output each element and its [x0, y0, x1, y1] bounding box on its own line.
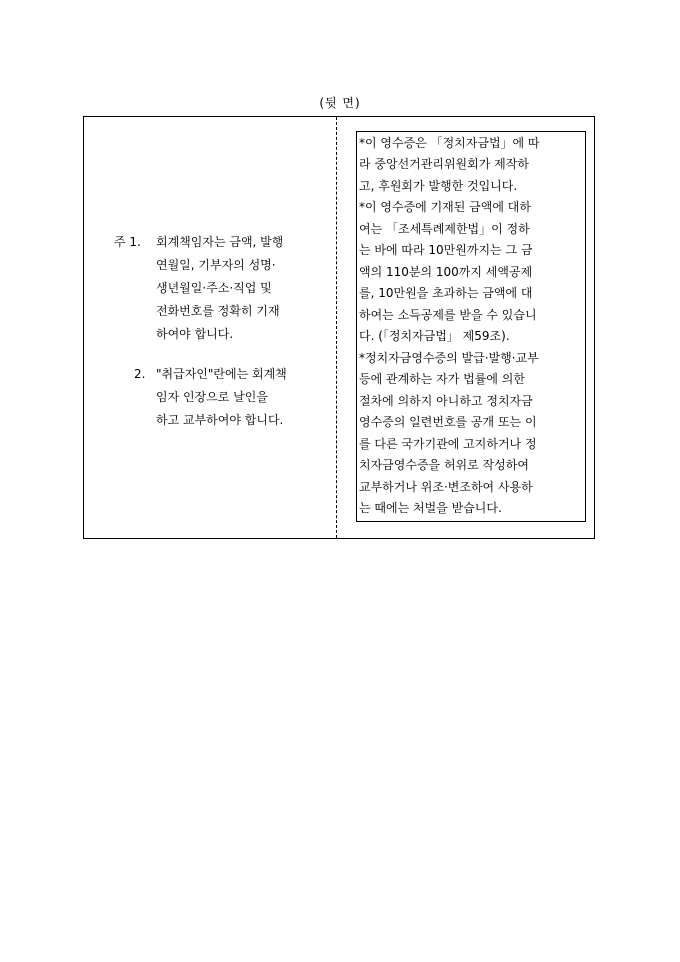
note-2-line: 임자 인장으로 날인을 [156, 390, 268, 404]
receipt-back-frame [83, 116, 595, 539]
note-1-number: 주 1. [114, 235, 141, 249]
notice-line: *이 영수증에 기재된 금액에 대하 [359, 200, 531, 214]
note-2-number: 2. [134, 367, 146, 381]
notice-line: *정치자금영수증의 발급·발행·교부 [359, 351, 539, 365]
notice-line: *이 영수증은 「정치자금법」에 따 [359, 136, 540, 150]
legal-notice-box [356, 131, 586, 522]
notice-line: 여는 「조세특례제한법」이 정하 [359, 222, 530, 236]
notice-line: 액의 110분의 100까지 세액공제 [359, 265, 533, 279]
note-1-line: 생년월일·주소·직업 및 [156, 281, 272, 295]
notice-line: 를, 10만원을 초과하는 금액에 대 [359, 286, 533, 300]
note-2-line: "취급자인"란에는 회계책 [156, 367, 287, 381]
notice-line: 등에 관계하는 자가 법률에 의한 [359, 372, 525, 386]
notice-line: 절차에 의하지 아니하고 정치자금 [359, 394, 533, 408]
notice-line: 라 중앙선거관리위원회가 제작하 [359, 157, 529, 171]
notice-line: 는 바에 따라 10만원까지는 그 금 [359, 243, 533, 257]
notice-line: 를 다른 국가기관에 고지하거나 정 [359, 437, 537, 451]
note-2-line: 하고 교부하여야 합니다. [156, 413, 284, 427]
notice-line: 치자금영수증을 허위로 작성하여 [359, 458, 529, 472]
notice-line: 교부하거나 위조·변조하여 사용하 [359, 480, 533, 494]
notice-line: 하여는 소득공제를 받을 수 있습니 [359, 308, 537, 322]
dashed-cut-line [336, 117, 337, 538]
page-side-header: (뒷 면) [319, 96, 361, 110]
note-1-line: 연월일, 기부자의 성명· [156, 258, 276, 272]
notice-line: 는 때에는 처벌을 받습니다. [359, 501, 502, 515]
note-1-line: 하여야 합니다. [156, 327, 234, 341]
note-1-line: 회계책임자는 금액, 발행 [156, 235, 284, 249]
notice-line: 고, 후원회가 발행한 것입니다. [359, 179, 518, 193]
notice-line: 다. (「정치자금법」 제59조). [359, 329, 510, 343]
notice-line: 영수증의 일련번호를 공개 또는 이 [359, 415, 537, 429]
note-1-line: 전화번호를 정확히 기재 [156, 304, 280, 318]
